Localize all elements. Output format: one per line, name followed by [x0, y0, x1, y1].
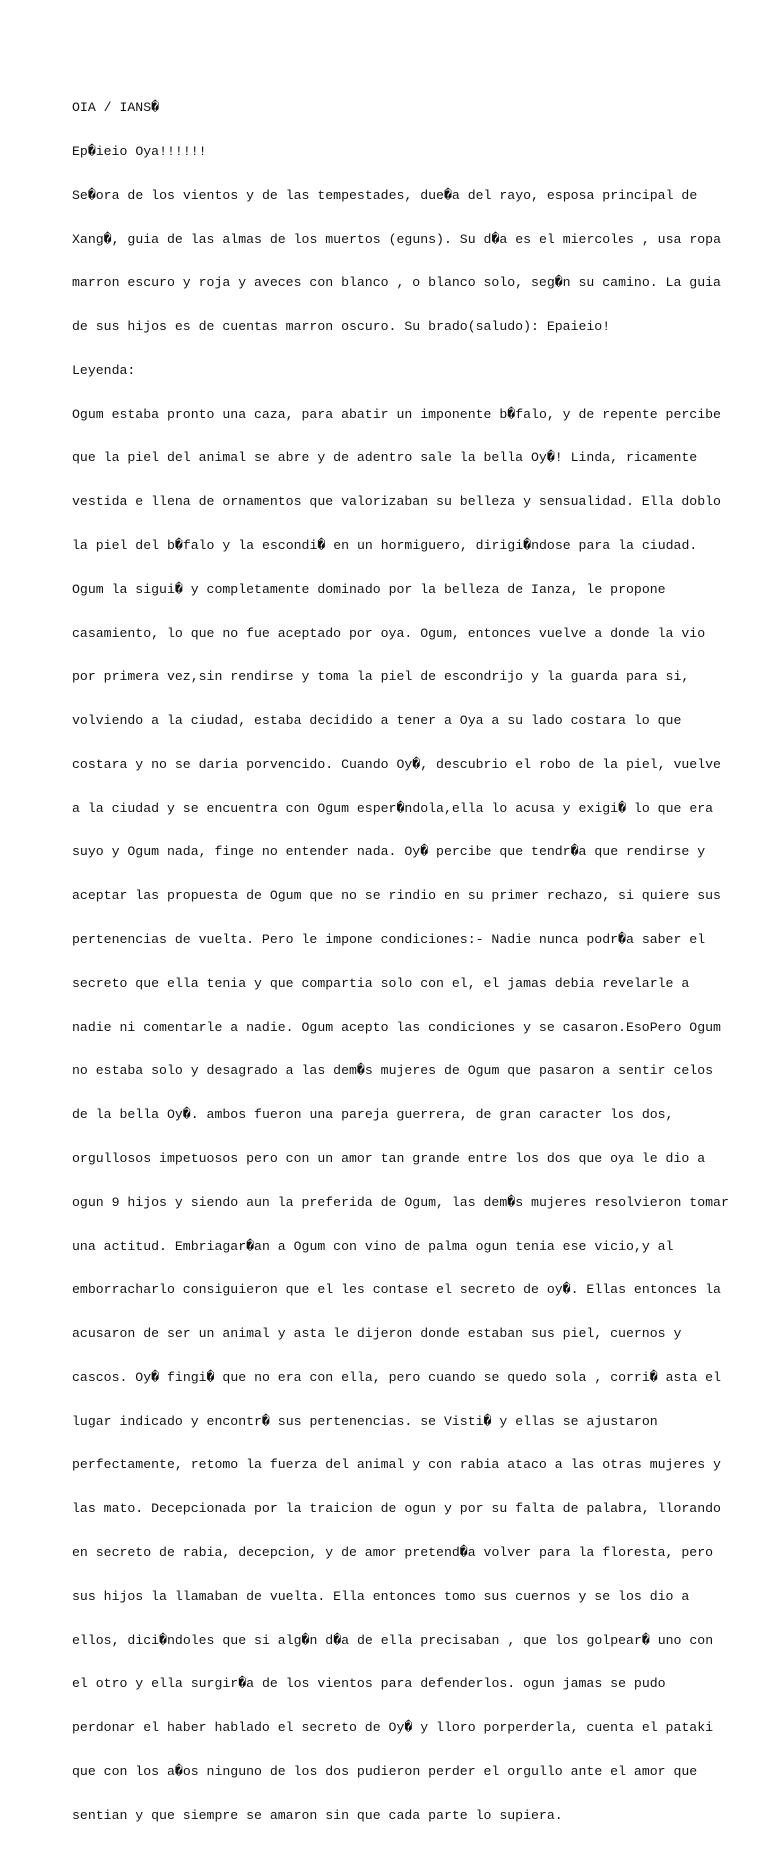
text-line: de sus hijos es de cuentas marron oscuro. Su brado(saludo): Epaieio!	[72, 319, 611, 335]
text-line: las mato. Decepcionada por la traicion de ogun y por su falta de palabra, llorando	[72, 1501, 721, 1517]
text-line: por primera vez,sin rendirse y toma la piel de escondrijo y la guarda para si,	[72, 669, 690, 685]
document-body	[72, 72, 729, 1852]
text-line: perdonar el haber hablado el secreto de Oy� y lloro porperderla, cuenta el pataki	[72, 1720, 714, 1736]
text-line: pertenencias de vuelta. Pero le impone condiciones:- Nadie nunca podr�a saber el	[72, 932, 706, 948]
text-line: suyo y Ogum nada, finge no entender nada. Oy� percibe que tendr�a que rendirse y	[72, 844, 706, 860]
salutation-line: Ep�ieio Oya!!!!!!	[72, 143, 207, 159]
text-line: la piel del b�falo y la escondi� en un hormiguero, dirigi�ndose para la ciudad.	[72, 538, 698, 553]
text-line: secreto que ella tenia y que compartia solo con el, el jamas debia revelarle a	[72, 975, 690, 991]
text-line: a la ciudad y se encuentra con Ogum esper�ndola,ella lo acusa y exigi� lo que era	[72, 800, 714, 816]
text-line: marron escuro y roja y aveces con blanco , o blanco solo, seg�n su camino. La guia	[72, 275, 721, 291]
text-line: ogun 9 hijos y siendo aun la preferida de Ogum, las dem�s mujeres resolvieron tomar	[72, 1194, 729, 1210]
text-line: de la bella Oy�. ambos fueron una pareja guerrera, de gran caracter los dos,	[72, 1107, 674, 1123]
text-line: orgullosos impetuosos pero con un amor tan grande entre los dos que oya le dio a	[72, 1150, 706, 1166]
text-line: Ogum estaba pronto una caza, para abatir un imponente b�falo, y de repente percibe	[72, 406, 721, 422]
text-line: que la piel del animal se abre y de adentro sale la bella Oy�! Linda, ricamente	[72, 450, 698, 466]
text-line: sus hijos la llamaban de vuelta. Ella entonces tomo sus cuernos y se los dio a	[72, 1588, 690, 1604]
text-line: que con los a�os ninguno de los dos pudieron perder el orgullo ante el amor que	[72, 1763, 698, 1779]
text-line: casamiento, lo que no fue aceptado por oya. Ogum, entonces vuelve a donde la vio	[72, 625, 706, 641]
text-line: cascos. Oy� fingi� que no era con ella, pero cuando se quedo sola , corri� asta el	[72, 1369, 722, 1385]
text-line: ellos, dici�ndoles que si alg�n d�a de ella precisaban , que los golpear� uno con	[72, 1632, 714, 1648]
text-line: emborracharlo consiguieron que el les contase el secreto de oy�. Ellas entonces la	[72, 1282, 721, 1298]
text-line: perfectamente, retomo la fuerza del animal y con rabia ataco a las otras mujeres y	[72, 1457, 721, 1473]
text-line: vestida e llena de ornamentos que valorizaban su belleza y sensualidad. Ella doblo	[72, 494, 721, 510]
text-line: costara y no se daria porvencido. Cuando Oy�, descubrio el robo de la piel, vuelve	[72, 756, 721, 772]
text-line: lugar indicado y encontr� sus pertenencias. se Visti� y ellas se ajustaron	[72, 1413, 658, 1429]
text-line: sentian y que siempre se amaron sin que cada parte lo supiera.	[72, 1807, 563, 1823]
text-line: acusaron de ser un animal y asta le dijeron donde estaban sus piel, cuernos y	[72, 1326, 682, 1342]
text-line: aceptar las propuesta de Ogum que no se rindio en su primer rechazo, si quiere sus	[72, 888, 721, 904]
text-line: Se�ora de los vientos y de las tempestades, due�a del rayo, esposa principal de	[72, 187, 698, 203]
text-line: Xang�, guia de las almas de los muertos (eguns). Su d�a es el miercoles , usa ropa	[72, 231, 721, 247]
section-heading: Leyenda:	[72, 362, 136, 378]
text-line: volviendo a la ciudad, estaba decidido a tener a Oya a su lado costara lo que	[72, 713, 682, 729]
text-line: Ogum la sigui� y completamente dominado por la belleza de Ianza, le propone	[72, 581, 666, 597]
text-line: nadie ni comentarle a nadie. Ogum acepto las condiciones y se casaron.EsoPero Ogum	[72, 1019, 721, 1035]
title-line: OIA / IANS�	[72, 100, 160, 116]
text-line: una actitud. Embriagar�an a Ogum con vino de palma ogun tenia ese vicio,y al	[72, 1238, 674, 1254]
text-line: el otro y ella surgir�a de los vientos para defenderlos. ogun jamas se pudo	[72, 1676, 666, 1692]
text-line: no estaba solo y desagrado a las dem�s mujeres de Ogum que pasaron a sentir celos	[72, 1063, 714, 1079]
text-line: en secreto de rabia, decepcion, y de amor pretend�a volver para la floresta, pero	[72, 1544, 714, 1560]
